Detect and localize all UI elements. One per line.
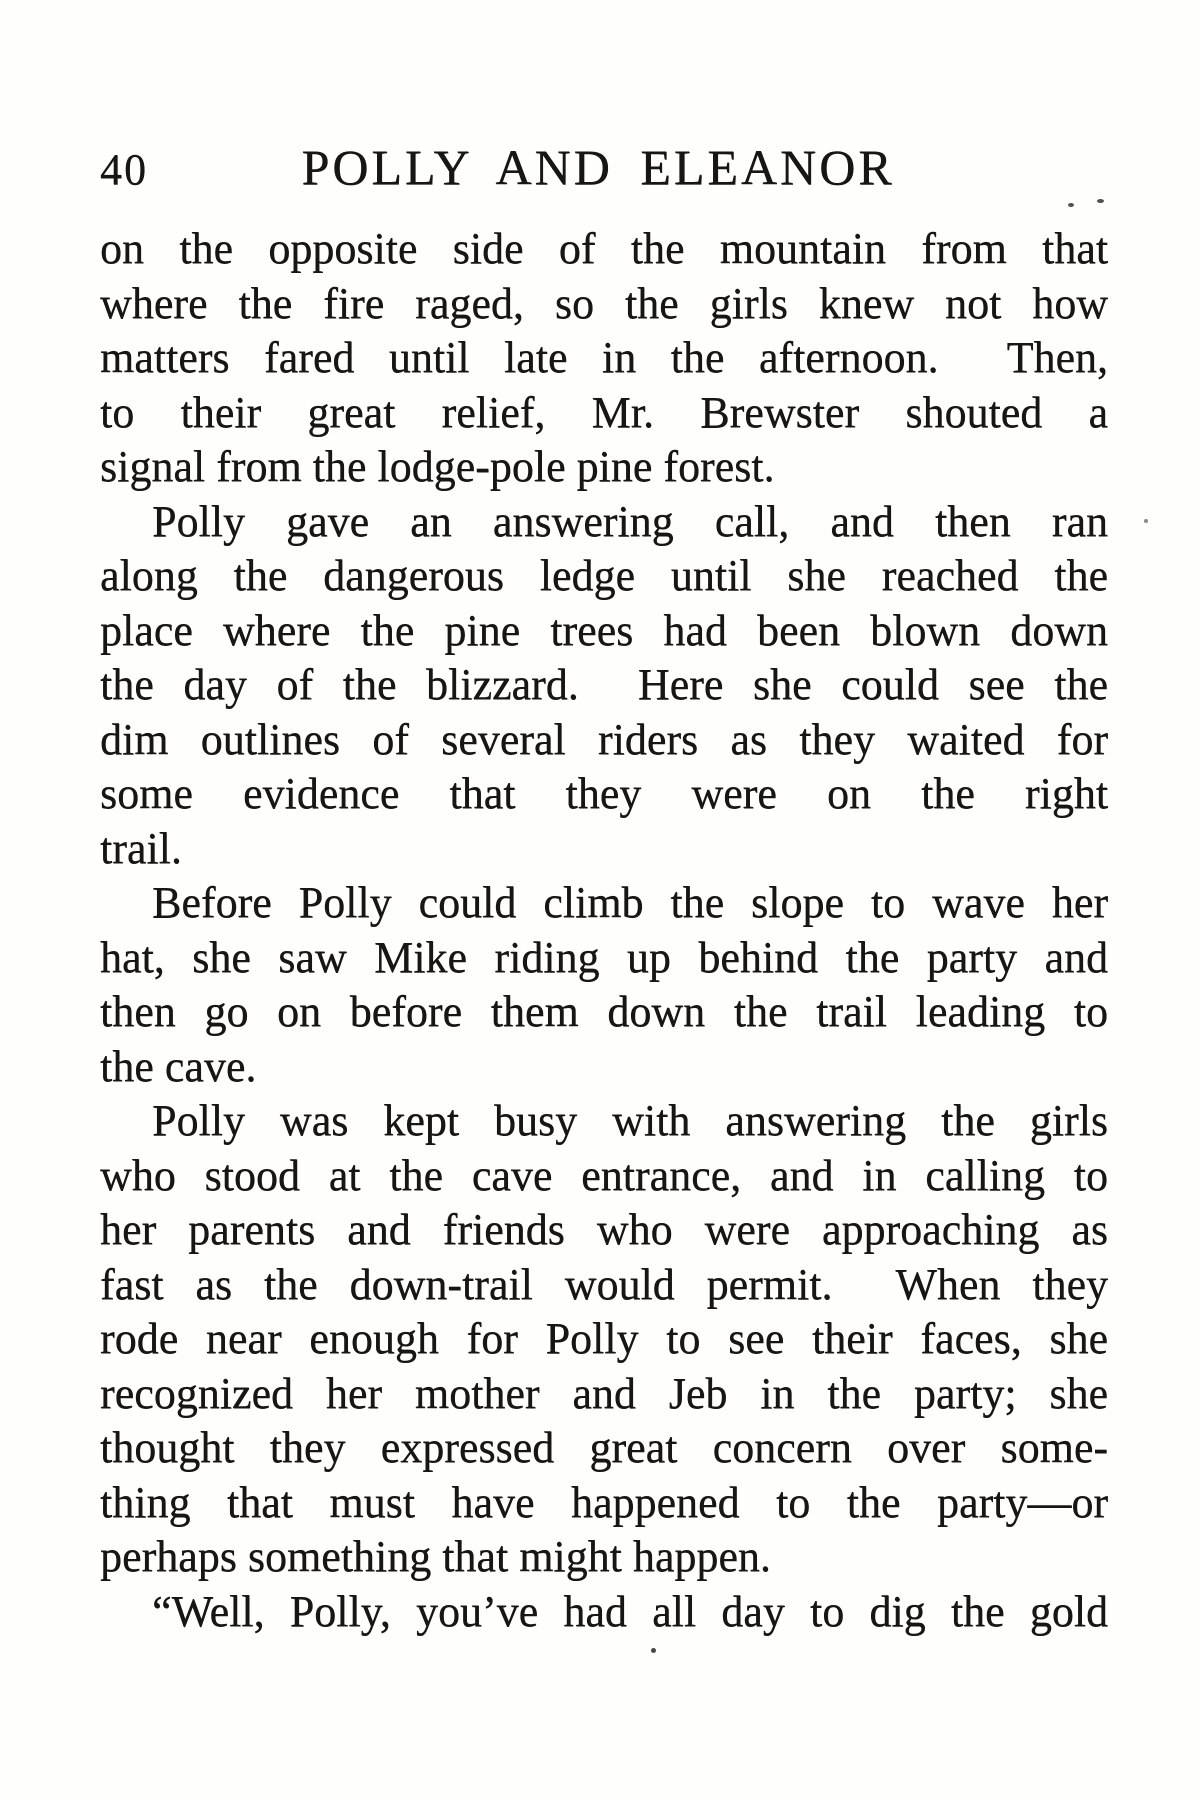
page-header	[100, 138, 1108, 196]
text-line: dim outlines of several riders as they waited for	[100, 714, 1108, 764]
running-head-title: POLLY AND ELEANOR	[301, 139, 895, 195]
text-line: who stood at the cave entrance, and in calling to	[100, 1150, 1108, 1200]
ink-speck	[1068, 203, 1074, 207]
text-line: thing that must have happened to the party—or	[100, 1477, 1108, 1527]
ink-speck	[651, 1648, 656, 1653]
text-line: hat, she saw Mike riding up behind the party and	[100, 932, 1108, 982]
text-line: Before Polly could climb the slope to wave her	[152, 878, 1108, 927]
text-line: matters fared until late in the afternoon. Then,	[100, 333, 1108, 382]
text-line: to their great relief, Mr. Brewster shouted a	[100, 387, 1108, 437]
text-line: Polly gave an answering call, and then ran	[152, 496, 1108, 546]
text-line: the cave.	[100, 1041, 257, 1091]
text-line: place where the pine trees had been blown down	[100, 605, 1108, 655]
text-line: Polly was kept busy with answering the girls	[152, 1096, 1108, 1145]
text-line: recognized her mother and Jeb in the party; she	[100, 1368, 1108, 1418]
text-line: some evidence that they were on the right	[100, 769, 1108, 818]
text-line: trail.	[100, 823, 182, 873]
text-line: thought they expressed great concern over some-	[100, 1423, 1108, 1472]
text-line: where the fire raged, so the girls knew not how	[100, 278, 1108, 328]
text-line: the day of the blizzard. Here she could see the	[100, 660, 1108, 709]
body-text-block	[100, 222, 1108, 1639]
text-line: “Well, Polly, you’ve had all day to dig the gold	[152, 1586, 1108, 1636]
text-line: along the dangerous ledge until she reached the	[100, 551, 1108, 600]
text-line: signal from the lodge-pole pine forest.	[100, 442, 775, 491]
text-line: rode near enough for Polly to see their faces, she	[100, 1314, 1108, 1363]
text-line: perhaps something that might happen.	[100, 1532, 771, 1581]
page-number: 40	[100, 145, 148, 194]
ink-speck	[1097, 199, 1104, 203]
ink-speck	[1144, 519, 1148, 523]
text-line: on the opposite side of the mountain from that	[100, 224, 1108, 273]
text-line: then go on before them down the trail leading to	[100, 987, 1108, 1036]
text-line: fast as the down-trail would permit. When they	[100, 1259, 1108, 1309]
text-line: her parents and friends who were approaching as	[100, 1205, 1108, 1254]
